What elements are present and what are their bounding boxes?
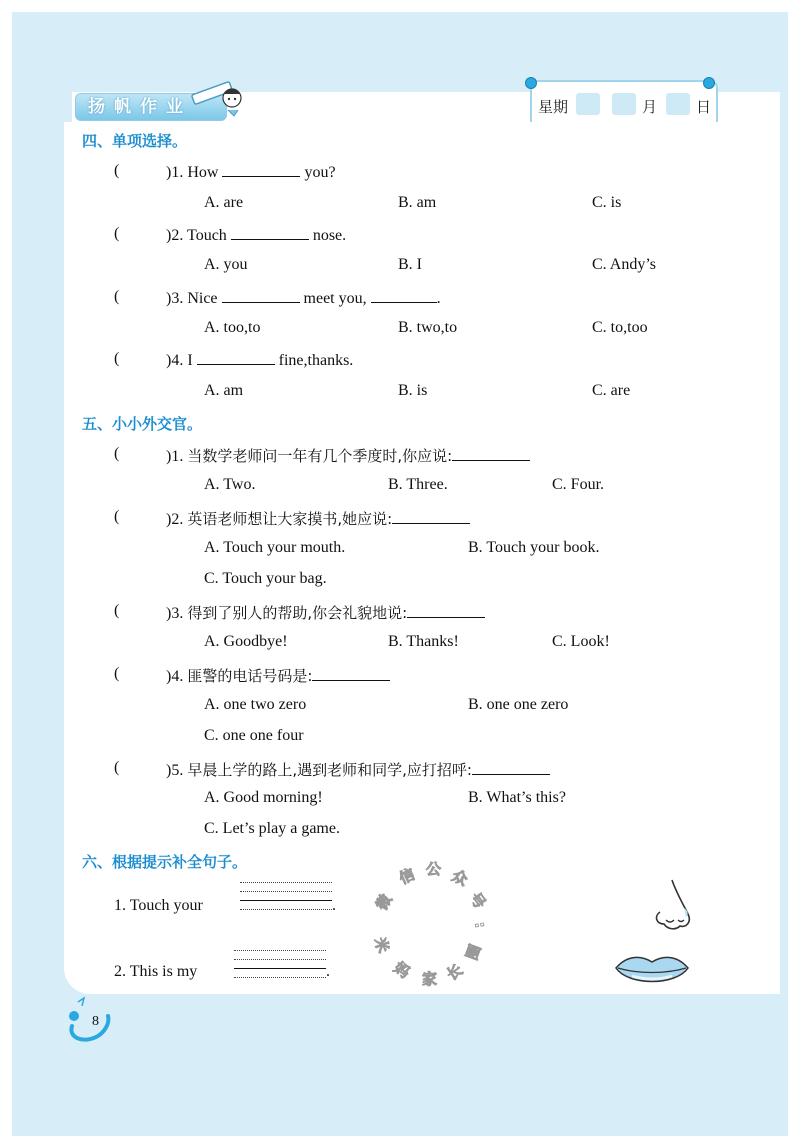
month-field[interactable]	[612, 93, 636, 115]
watermark-stamp	[364, 860, 494, 990]
page-number-decoration-icon	[64, 996, 114, 1044]
option[interactable]: B. is	[398, 382, 428, 399]
option[interactable]: C. is	[592, 194, 622, 211]
option[interactable]: C. Andy’s	[592, 256, 657, 273]
answer-blank[interactable]	[371, 288, 437, 303]
option[interactable]: C. Touch your bag.	[204, 570, 327, 587]
svg-text:米: 米	[370, 934, 393, 956]
option[interactable]: C. to,too	[592, 319, 648, 336]
option[interactable]: A. Two.	[204, 476, 256, 493]
svg-text::: :	[471, 920, 490, 930]
option[interactable]: A. one two zero	[204, 696, 307, 713]
option[interactable]: B. Thanks!	[388, 633, 459, 650]
nose-icon	[650, 878, 698, 934]
section-title: 五、小小外交官。	[82, 415, 203, 433]
answer-blank[interactable]	[312, 666, 390, 681]
svg-text:公: 公	[426, 860, 442, 878]
page-number: 8	[92, 1014, 99, 1029]
option[interactable]: C. Four.	[552, 476, 605, 493]
pin-icon	[703, 77, 715, 89]
option[interactable]: B. What’s this?	[468, 789, 566, 806]
answer-blank[interactable]	[452, 446, 530, 461]
answer-blank[interactable]	[231, 225, 309, 240]
svg-text:信: 信	[396, 865, 418, 888]
svg-text:号: 号	[466, 889, 490, 912]
option[interactable]: A. am	[204, 382, 244, 399]
option[interactable]: C. Look!	[552, 633, 610, 650]
svg-text:妈: 妈	[390, 958, 414, 982]
option[interactable]: B. am	[398, 194, 437, 211]
option[interactable]: A. Good morning!	[204, 789, 323, 806]
lips-icon	[612, 948, 692, 990]
option[interactable]: C. Let’s play a game.	[204, 820, 340, 837]
svg-text:圈: 圈	[462, 942, 485, 963]
option[interactable]: A. too,to	[204, 319, 261, 336]
answer-blank[interactable]	[407, 603, 485, 618]
option[interactable]: B. two,to	[398, 319, 458, 336]
weekday-field[interactable]	[576, 93, 600, 115]
option[interactable]: C. are	[592, 382, 631, 399]
month-label: 月	[642, 98, 658, 116]
day-field[interactable]	[666, 93, 690, 115]
answer-blank[interactable]	[392, 509, 470, 524]
option[interactable]: C. one one four	[204, 727, 304, 744]
writing-lines[interactable]	[234, 942, 326, 978]
svg-text:家: 家	[422, 970, 438, 988]
day-label: 日	[696, 98, 712, 116]
answer-blank[interactable]	[197, 350, 275, 365]
option[interactable]: A. you	[204, 256, 248, 273]
weekday-label: 星期	[538, 98, 569, 116]
option[interactable]: A. are	[204, 194, 244, 211]
answer-blank[interactable]	[222, 162, 300, 177]
option[interactable]: B. one one zero	[468, 696, 569, 713]
writing-lines[interactable]	[240, 874, 332, 910]
pencil-mascot-icon	[190, 74, 244, 118]
brand-title: 扬帆作业	[75, 93, 227, 121]
section-title: 四、单项选择。	[82, 132, 188, 150]
option[interactable]: B. I	[398, 256, 422, 273]
date-box	[530, 80, 718, 122]
svg-text:众: 众	[449, 866, 471, 890]
pin-icon	[525, 77, 537, 89]
option[interactable]: B. Touch your book.	[468, 539, 600, 556]
svg-text:长: 长	[443, 960, 466, 984]
answer-blank[interactable]	[472, 760, 550, 775]
svg-text:微: 微	[372, 891, 396, 914]
answer-blank[interactable]	[222, 288, 300, 303]
option[interactable]: A. Touch your mouth.	[204, 539, 346, 556]
option[interactable]: A. Goodbye!	[204, 633, 288, 650]
option[interactable]: B. Three.	[388, 476, 448, 493]
section-title: 六、根据提示补全句子。	[82, 853, 248, 871]
